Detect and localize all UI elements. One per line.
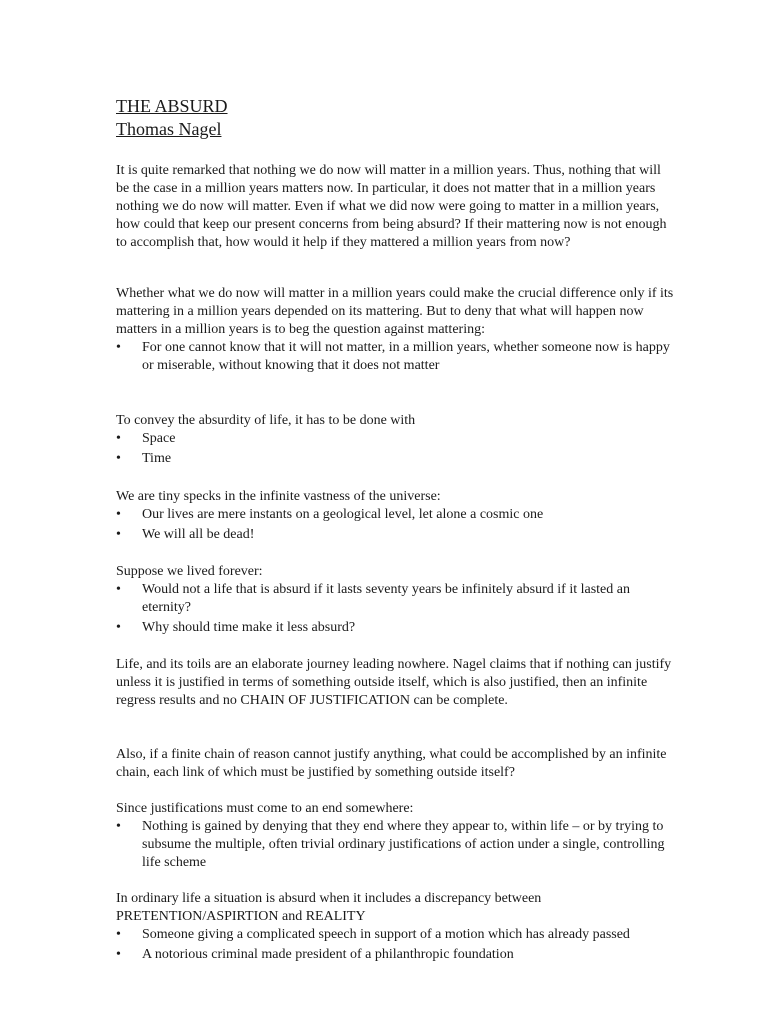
paragraph-6 (116, 656, 676, 710)
bullet-icon: • (116, 947, 121, 962)
list-item-text: A notorious criminal made president of a philanthropic foundation (142, 947, 514, 962)
list-item-text: Would not a life that is absurd if it lasts seventy years be infinitely absurd if it lasted an eternity? (142, 582, 630, 615)
list-item-text: Space (142, 431, 176, 446)
bullet-list (116, 430, 676, 468)
list-item (116, 946, 676, 964)
bullet-list (116, 506, 676, 544)
list-item-text: Nothing is gained by denying that they end where they appear to, within life – or by trying to subsume the multiple, often trivial ordinary justifications of action under a single, controlling life scheme (142, 819, 665, 870)
bullet-icon: • (116, 431, 121, 446)
bullet-icon: • (116, 340, 121, 355)
paragraph-text: It is quite remarked that nothing we do now will matter in a million years. Thus, nothing that will be the case in a million years matters now. In particular, it does not matter that in a million years nothing we do now will matter. Even if what we did now were going to matter in a million years, how could that keep our present concerns from being absurd? If their mattering now is not enough to accomplish that, how would it help if they mattered a million years from now? (116, 163, 667, 250)
bullet-icon: • (116, 927, 121, 942)
list-item-text: Someone giving a complicated speech in support of a motion which has already passed (142, 927, 630, 942)
list-item (116, 581, 676, 617)
document-title: THE ABSURD (116, 96, 228, 116)
bullet-icon: • (116, 819, 121, 834)
paragraph-2 (116, 285, 676, 377)
list-item (116, 506, 676, 524)
bullet-list (116, 339, 676, 375)
bullet-list (116, 818, 676, 872)
paragraph-text: We are tiny specks in the infinite vastness of the universe: (116, 489, 441, 504)
paragraph-8 (116, 800, 676, 874)
paragraph-text: Since justifications must come to an end somewhere: (116, 801, 414, 816)
paragraph-text: To convey the absurdity of life, it has to be done with (116, 413, 416, 428)
list-item (116, 926, 676, 944)
list-item-text: For one cannot know that it will not matter, in a million years, whether someone now is happy or miserable, without knowing that it does not matter (142, 340, 670, 373)
list-item (116, 339, 676, 375)
paragraph-text: Whether what we do now will matter in a million years could make the crucial difference only if its mattering in a million years depended on its mattering. But to deny that what will happen now matters in a million years is to beg the question against mattering: (116, 286, 674, 337)
document-author: Thomas Nagel (116, 119, 222, 139)
paragraph-text: Life, and its toils are an elaborate journey leading nowhere. Nagel claims that if nothing can justify unless it is justified in terms of something outside itself, which is also justified, then an infinite regress results and no CHAIN OF JUSTIFICATION can be complete. (116, 657, 672, 708)
bullet-icon: • (116, 620, 121, 635)
list-item (116, 818, 676, 872)
list-item-text: Time (142, 451, 172, 466)
bullet-list (116, 926, 676, 964)
list-item-text: Why should time make it less absurd? (142, 620, 356, 635)
bullet-icon: • (116, 507, 121, 522)
bullet-list (116, 581, 676, 637)
paragraph-text: Also, if a finite chain of reason cannot justify anything, what could be accomplished by an infinite chain, each link of which must be justified by something outside itself? (116, 747, 667, 780)
bullet-icon: • (116, 582, 121, 597)
paragraph-1 (116, 162, 676, 252)
list-item-text: Our lives are mere instants on a geological level, let alone a cosmic one (142, 507, 544, 522)
paragraph-4 (116, 488, 676, 546)
paragraph-text: Suppose we lived forever: (116, 564, 263, 579)
list-item-text: We will all be dead! (142, 527, 255, 542)
paragraph-text: In ordinary life a situation is absurd when it includes a discrepancy between PRETENTION/ASPIRTION and REALITY (116, 891, 542, 924)
bullet-icon: • (116, 527, 121, 542)
paragraph-3 (116, 412, 676, 470)
bullet-icon: • (116, 451, 121, 466)
list-item (116, 619, 676, 637)
list-item (116, 430, 676, 448)
list-item (116, 450, 676, 468)
list-item (116, 526, 676, 544)
paragraph-5 (116, 563, 676, 639)
paragraph-7 (116, 746, 676, 782)
paragraph-9 (116, 890, 676, 966)
